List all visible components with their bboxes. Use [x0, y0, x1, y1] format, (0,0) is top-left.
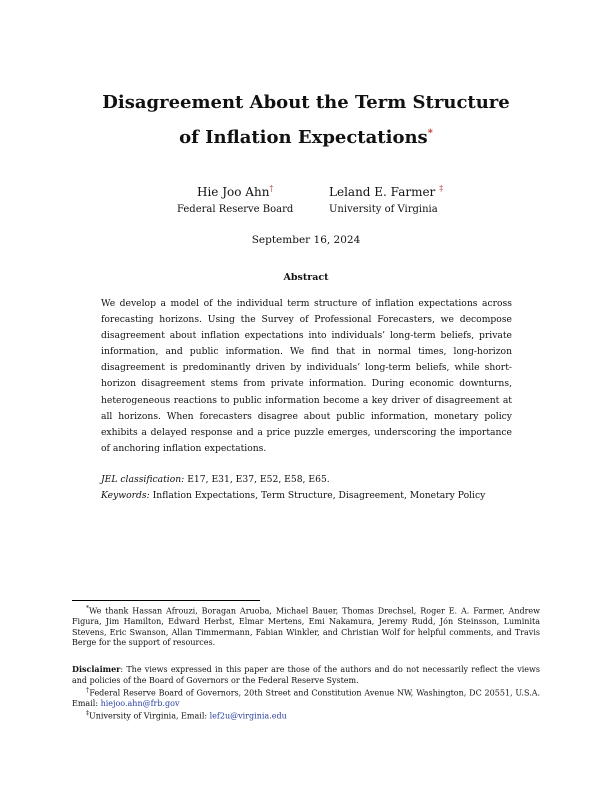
keywords-label: Keywords: [101, 490, 150, 501]
jel-classification [101, 474, 330, 485]
abstract-heading: Abstract [283, 272, 329, 283]
jel-label: JEL classification: [101, 474, 185, 485]
footnote-dagger [72, 686, 540, 710]
footnote-ddagger-mark: ‡ [86, 710, 89, 717]
author-1-name-text: Hie Joo Ahn [197, 185, 270, 199]
paper-title-line-1: Disagreement About the Term Structure [102, 92, 510, 113]
footnote-thanks-mark: * [86, 605, 89, 612]
keywords [101, 490, 485, 501]
footnote-dagger-mark: † [86, 687, 90, 694]
author-2-footnote-mark[interactable]: ‡ [439, 184, 444, 193]
footnote-dagger-text: Federal Reserve Board of Governors, 20th Street and Constitution Avenue NW, Washington, DC 20551, U.S.A. Email: [72, 688, 541, 709]
author-2-name [329, 184, 443, 199]
paper-title-line-2-text: of Inflation Expectations [179, 127, 428, 148]
footnote-ddagger-text: University of Virginia, Email: [89, 711, 210, 721]
paper-title-line-2 [0, 129, 612, 147]
author-2-affiliation: University of Virginia [329, 204, 438, 215]
footnote-thanks-text: We thank Hassan Afrouzi, Boragan Aruoba, Michael Bauer, Thomas Drechsel, Roger E. A. Farmer, Andrew Figura, Jim Hamilton, Edward Herbst, Elmar Mertens, Emi Nakamura, Jeremy Rudd, Jón Steinsson, Luminita Stevens, Eric Swanson, Allan Timmermann, Fabian Winkler, and Christian Wolf for helpful comments, and Travis Berge for the support of resources. [72, 606, 540, 648]
abstract-text: We develop a model of the individual term structure of inflation expectations across forecasting horizons. Using the Survey of Professional Forecasters, we decompose disagreement about inflation expectations into individuals’ long-term beliefs, private information, and public information. We find that in normal times, long-horizon disagreement is predominantly driven by individuals’ long-term beliefs, while short-horizon disagreement stems from private information. During economic downturns, heterogeneous reactions to public information become a key driver of disagreement at all horizons. When forecasters disagree about public information, monetary policy exhibits a delayed response and a price puzzle emerges, underscoring the importance of anchoring inflation expectations. [101, 298, 512, 454]
email-link-ahn[interactable]: hiejoo.ahn@frb.gov [100, 699, 180, 709]
author-1-name [197, 184, 273, 199]
paper-date: September 16, 2024 [251, 234, 361, 246]
keywords-list: Inflation Expectations, Term Structure, Disagreement, Monetary Policy [152, 490, 486, 501]
title-footnote-mark[interactable]: * [427, 128, 433, 139]
author-1-affiliation: Federal Reserve Board [177, 204, 294, 215]
email-link-farmer[interactable]: lef2u@virginia.edu [209, 711, 287, 721]
footnote-ddagger [86, 709, 540, 722]
disclaimer-text: : The views expressed in this paper are those of the authors and do not necessarily reflect the views and policies of the Board of Governors or the Federal Reserve System. [72, 665, 540, 685]
author-2-name-text: Leland E. Farmer [329, 185, 436, 199]
footnote-disclaimer [72, 664, 540, 686]
footnote-thanks [72, 604, 540, 649]
author-1-footnote-mark[interactable]: † [269, 184, 274, 193]
jel-codes: E17, E31, E37, E52, E58, E65. [187, 474, 330, 485]
footnote-rule [72, 600, 260, 601]
disclaimer-label: Disclaimer [72, 664, 121, 674]
